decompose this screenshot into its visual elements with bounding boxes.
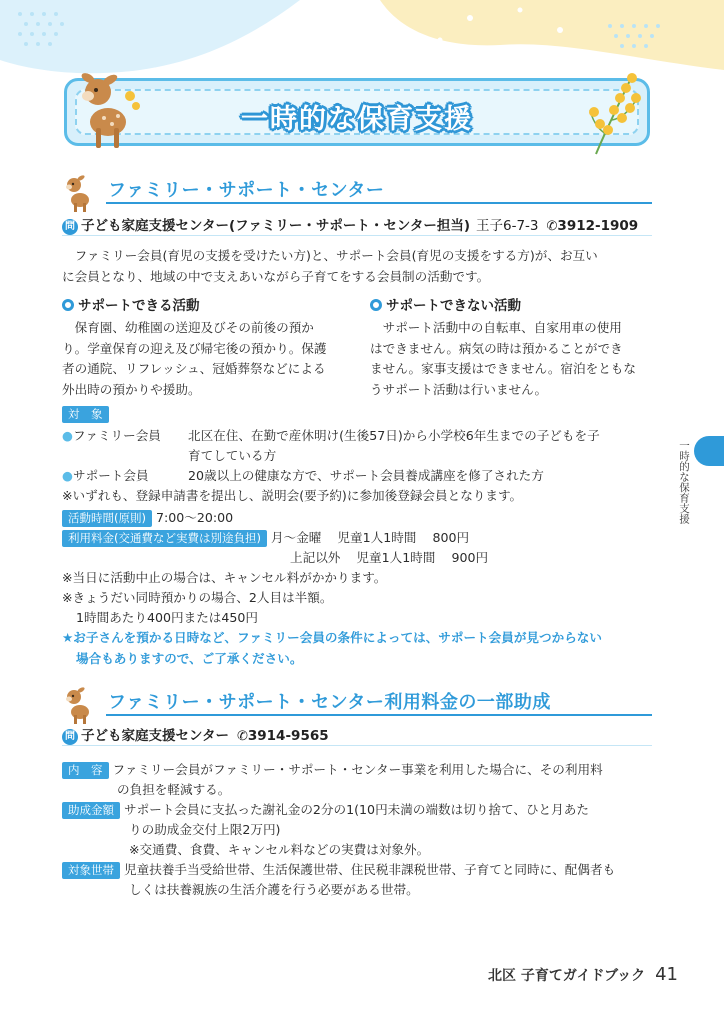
page-title: 一時的な保育支援 [241, 104, 473, 135]
contact-name: 子ども家庭支援センター [81, 728, 229, 744]
family-desc-cont: 育てしている方 [188, 448, 277, 463]
side-index-label: 一時的な保育支援 [678, 440, 690, 524]
mimosa-branch-illustration [586, 70, 642, 156]
contact-address: 王子6-7-3 [476, 218, 539, 234]
intro-text [62, 246, 662, 287]
star-note [62, 628, 666, 669]
side-index-tab [694, 436, 724, 466]
star-note-line: ★お子さんを預かる日時など、ファミリー会員の条件によっては、サポート会員が見つからない [62, 630, 602, 645]
target-family [62, 426, 662, 447]
deer-icon [62, 172, 96, 212]
intro-line: に会員となり、地域の中で支えあいながら子育てをする会員制の活動です。 [62, 268, 490, 284]
contact-phone: 3912-1909 [557, 218, 639, 234]
ring-bullet-icon [370, 299, 382, 311]
cannot-line: はできません。病気の時は預かることができ [370, 340, 623, 356]
contact-line [62, 214, 652, 236]
content-row [62, 760, 662, 781]
inquiry-badge: 問 [62, 729, 78, 745]
phone-icon: ✆ [546, 219, 558, 234]
bullet-dot-icon: ● [62, 468, 73, 483]
fee-row-1 [62, 528, 469, 549]
cannot-activities-heading [370, 294, 521, 314]
section-rule [106, 202, 652, 204]
section-heading-family-support [62, 172, 652, 212]
hours-tag: 活動時間(原則) [62, 510, 152, 527]
section-rule [106, 714, 652, 716]
deer-illustration [74, 66, 144, 150]
household-tag: 対象世帯 [62, 862, 120, 879]
household-line: 児童扶養手当受給世帯、生活保護世帯、住民税非課税世帯、子育てと同時に、配偶者も [124, 862, 616, 877]
deer-icon [62, 684, 96, 724]
star-note-line: 場合もありますので、ご了承ください。 [76, 650, 303, 666]
contact-line [62, 724, 652, 746]
can-activities-label: サポートできる活動 [78, 298, 200, 314]
cannot-line: サポート活動中の自転車、自家用車の使用 [382, 320, 622, 335]
target-tag-row [62, 404, 109, 425]
can-activities-text [62, 318, 352, 400]
hours-row [62, 508, 233, 529]
amount-line-cont: りの助成金交付上限2万円) [129, 822, 281, 837]
fee-desc: 児童1人1時間 [356, 550, 436, 565]
section-title: ファミリー・サポート・センター [108, 180, 385, 201]
register-note: ※いずれも、登録申請書を提出し、説明会(要予約)に参加後登録会員となります。 [62, 488, 523, 503]
intro-line: ファミリー会員(育児の支援を受けたい方)と、サポート会員(育児の支援をする方)が、お互い [74, 248, 598, 263]
amount-tag: 助成金額 [62, 802, 120, 819]
amount-line: サポート会員に支払った謝礼金の2分の1(10円未満の端数は切り捨て、ひと月あた [124, 802, 589, 817]
section-heading-fee-subsidy [62, 684, 652, 724]
amount-note: ※交通費、食費、キャンセル料などの実費は対象外。 [129, 842, 430, 857]
household-line-cont: しくは扶養親族の生活介護を行う必要がある世帯。 [129, 882, 419, 897]
inquiry-badge: 問 [62, 219, 78, 235]
amount-row [62, 800, 662, 821]
can-line: り。学童保育の迎え及び帰宅後の預かり。保護 [62, 340, 327, 356]
can-line: 保育園、幼稚園の送迎及びその前後の預か [74, 320, 314, 335]
cannot-line: うサポート活動は行いません。 [370, 381, 548, 397]
hours-value: 7:00〜20:00 [156, 510, 234, 525]
target-tag: 対 象 [62, 406, 109, 423]
fee-row-2 [290, 548, 488, 569]
can-line: 外出時の預かりや援助。 [62, 381, 201, 397]
footer [488, 964, 678, 985]
sibling-note-cont: 1時間あたり400円または450円 [76, 610, 259, 625]
fee-tag: 利用料金(交通費など実費は別途負担) [62, 530, 267, 547]
section-title: ファミリー・サポート・センター利用料金の一部助成 [108, 692, 551, 713]
support-desc: 20歳以上の健康な方で、サポート会員養成講座を修了された方 [188, 468, 544, 483]
sibling-note: ※きょうだい同時預かりの場合、2人目は半額。 [62, 590, 333, 605]
fee-desc: 児童1人1時間 [337, 530, 417, 545]
family-desc: 北区在住、在勤で産休明け(生後57日)から小学校6年生までの子どもを子 [188, 428, 600, 443]
household-row [62, 860, 662, 881]
cannot-activities-label: サポートできない活動 [386, 298, 521, 314]
contact-phone: 3914-9565 [247, 728, 329, 744]
can-activities-heading [62, 294, 200, 314]
cancel-note: ※当日に活動中止の場合は、キャンセル料がかかります。 [62, 570, 387, 585]
fee-price: 900円 [451, 550, 489, 565]
support-label: サポート会員 [73, 468, 149, 483]
cannot-activities-text [370, 318, 660, 400]
page-number: 41 [655, 964, 678, 985]
phone-icon: ✆ [236, 729, 248, 744]
fee-price: 800円 [432, 530, 470, 545]
family-label: ファミリー会員 [73, 428, 161, 443]
content-line: ファミリー会員がファミリー・サポート・センター事業を利用した場合に、その利用料 [112, 762, 603, 777]
fee-day: 月〜金曜 [271, 530, 322, 545]
contact-name: 子ども家庭支援センター(ファミリー・サポート・センター担当) [81, 218, 470, 234]
title-banner [64, 78, 650, 146]
footer-title: 北区 子育てガイドブック [488, 968, 646, 984]
can-line: 者の通院、リフレッシュ、冠婚葬祭などによる [62, 361, 326, 376]
target-support [62, 466, 662, 487]
bullet-dot-icon: ● [62, 428, 73, 443]
fee-day: 上記以外 [290, 550, 341, 565]
ring-bullet-icon [62, 299, 74, 311]
cannot-line: ません。家事支援はできません。宿泊をともな [370, 361, 636, 376]
content-line-cont: の負担を軽減する。 [117, 782, 231, 797]
content-tag: 内 容 [62, 762, 109, 779]
